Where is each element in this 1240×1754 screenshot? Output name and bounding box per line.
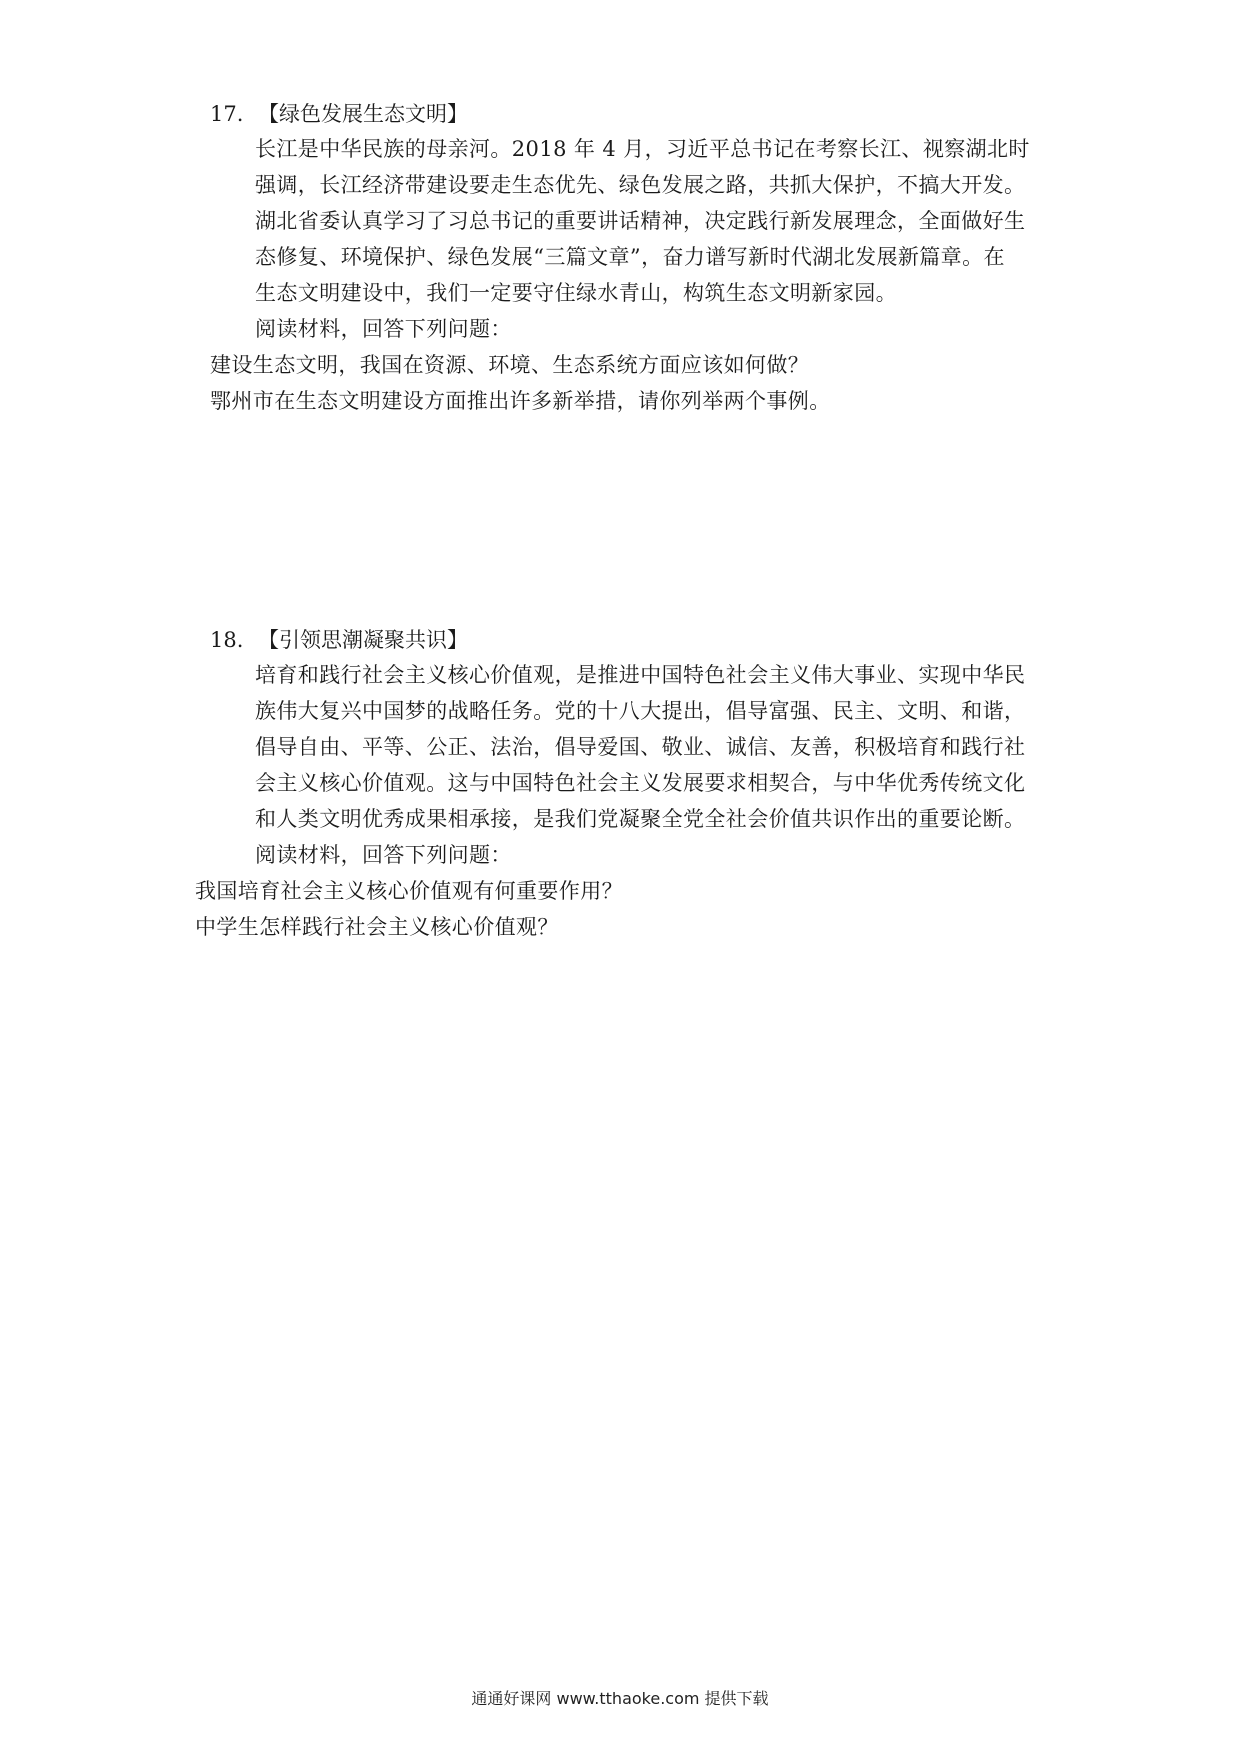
question-title: 【引领思潮凝聚共识】 <box>258 628 468 652</box>
material-line: 态修复、环境保护、绿色发展“三篇文章”，奋力谱写新时代湖北发展新篇章。在 <box>255 245 1005 269</box>
material-line: 族伟大复兴中国梦的战略任务。党的十八大提出，倡导富强、民主、文明、和谐， <box>255 699 1026 723</box>
material-line: 生态文明建设中，我们一定要守住绿水青山，构筑生态文明新家园。 <box>255 281 897 305</box>
instruction-text: 阅读材料，回答下列问题： <box>255 843 512 867</box>
question-17-heading <box>210 98 468 128</box>
question-number: 18. <box>210 628 244 652</box>
sub-question: 建设生态文明，我国在资源、环境、生态系统方面应该如何做？ <box>210 353 810 377</box>
material-line: 倡导自由、平等、公正、法治，倡导爱国、敬业、诚信、友善，积极培育和践行社 <box>255 735 1026 759</box>
question-title: 【绿色发展生态文明】 <box>258 102 468 126</box>
question-18-heading <box>210 624 468 654</box>
sub-question: 中学生怎样践行社会主义核心价值观？ <box>195 915 559 939</box>
sub-question: 我国培育社会主义核心价值观有何重要作用？ <box>195 879 623 903</box>
material-line: 强调，长江经济带建设要走生态优先、绿色发展之路，共抓大保护，不搞大开发。 <box>255 173 1026 197</box>
page-footer: 通通好课网 www.tthaoke.com 提供下载 <box>471 1689 769 1708</box>
instruction-text: 阅读材料，回答下列问题： <box>255 317 512 341</box>
material-line: 培育和践行社会主义核心价值观，是推进中国特色社会主义伟大事业、实现中华民 <box>255 663 1026 687</box>
material-line: 会主义核心价值观。这与中国特色社会主义发展要求相契合，与中华优秀传统文化 <box>255 771 1026 795</box>
material-line: 湖北省委认真学习了习总书记的重要讲话精神，决定践行新发展理念，全面做好生 <box>255 209 1026 233</box>
material-line: 和人类文明优秀成果相承接，是我们党凝聚全党全社会价值共识作出的重要论断。 <box>255 807 1026 831</box>
material-line: 长江是中华民族的母亲河。2018 年 4 月，习近平总书记在考察长江、视察湖北时 <box>255 137 1030 161</box>
sub-question: 鄂州市在生态文明建设方面推出许多新举措，请你列举两个事例。 <box>210 389 831 413</box>
question-number: 17. <box>210 102 244 126</box>
